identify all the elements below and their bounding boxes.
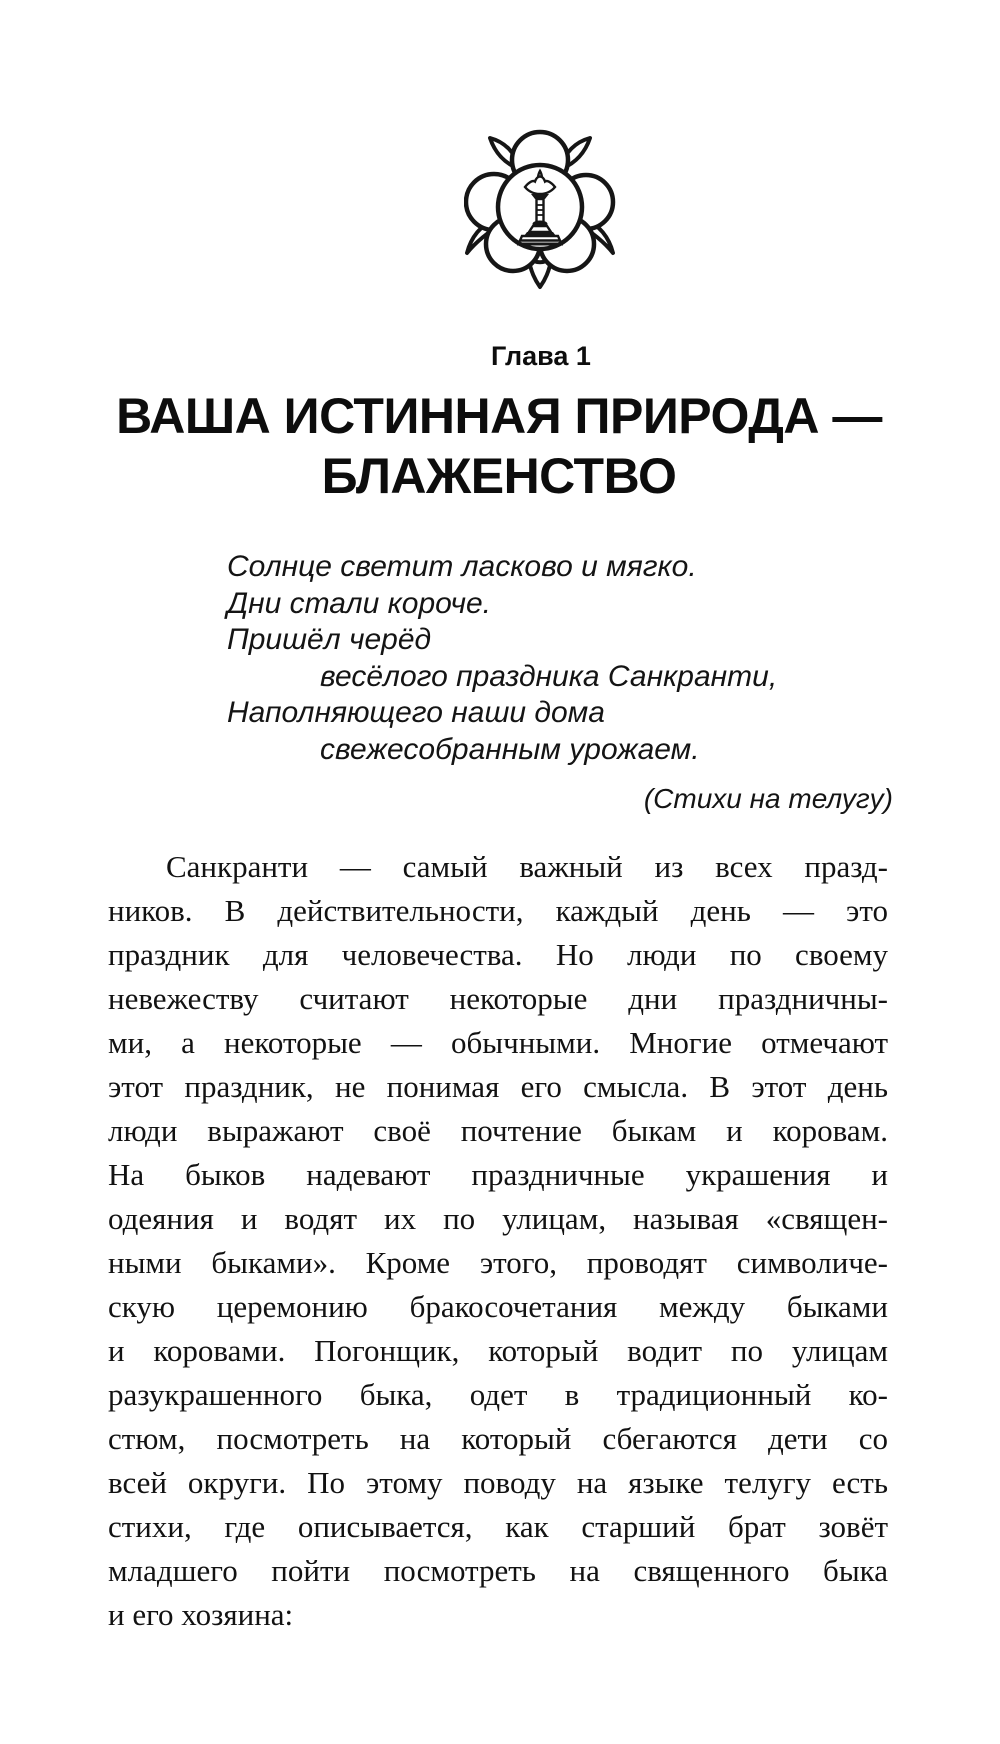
body-text-line: стюм, посмотреть на который сбегаются дети со	[108, 1421, 888, 1456]
body-text-line: и его хозяина:	[108, 1597, 294, 1632]
body-paragraph	[108, 845, 888, 1637]
body-text-line: этот праздник, не понимая его смысла. В этот день	[108, 1069, 888, 1104]
telugu-poem	[227, 549, 927, 768]
poem-line: Пришёл черёд	[227, 623, 432, 656]
poem-line: свежесобранным урожаем.	[320, 732, 700, 766]
poem-line: Дни стали короче.	[227, 586, 492, 620]
body-text-line: всей округи. По этому поводу на языке телугу есть	[108, 1465, 888, 1500]
chapter-label: Глава 1	[491, 341, 591, 371]
body-text-line: Санкранти — самый важный из всех празд-	[166, 849, 888, 884]
chapter-title-line1: ВАША ИСТИННАЯ ПРИРОДА —	[116, 388, 882, 444]
body-text-line: На быков надевают праздничные украшения и	[108, 1157, 888, 1192]
body-text-line: ников. В действительности, каждый день — это	[108, 893, 888, 928]
body-text-line: стихи, где описывается, как старший брат зовёт	[108, 1509, 888, 1544]
chapter-title-line2: БЛАЖЕНСТВО	[321, 448, 677, 504]
body-text-line: ными быками». Кроме этого, проводят символиче-	[108, 1245, 888, 1280]
poem-attribution: (Стихи на телугу)	[643, 783, 893, 814]
poem-line: Наполняющего наши дома	[227, 696, 605, 729]
body-text-line: люди выражают своё почтение быкам и коровам.	[108, 1113, 888, 1148]
body-text-line: праздник для человечества. Но люди по своему	[108, 937, 888, 972]
body-text-line: ми, а некоторые — обычными. Многие отмечают	[108, 1025, 888, 1060]
body-text-line: одеяния и водят их по улицам, называя «священ-	[108, 1201, 888, 1236]
poem-line: Солнце светит ласково и мягко.	[227, 550, 697, 583]
body-text-line: невежеству считают некоторые дни праздничны-	[108, 981, 888, 1016]
body-text-line: и коровами. Погонщик, который водит по улицам	[108, 1333, 888, 1368]
body-text-line: младшего пойти посмотреть на священного быка	[108, 1553, 888, 1588]
chapter-title	[69, 386, 929, 506]
body-text-line: разукрашенного быка, одет в традиционный ко-	[108, 1377, 888, 1412]
poem-line: весёлого праздника Санкранти,	[320, 659, 778, 693]
body-text-line: скую церемонию бракосочетания между быками	[108, 1289, 888, 1324]
lotus-lamp-emblem-icon	[464, 126, 616, 290]
